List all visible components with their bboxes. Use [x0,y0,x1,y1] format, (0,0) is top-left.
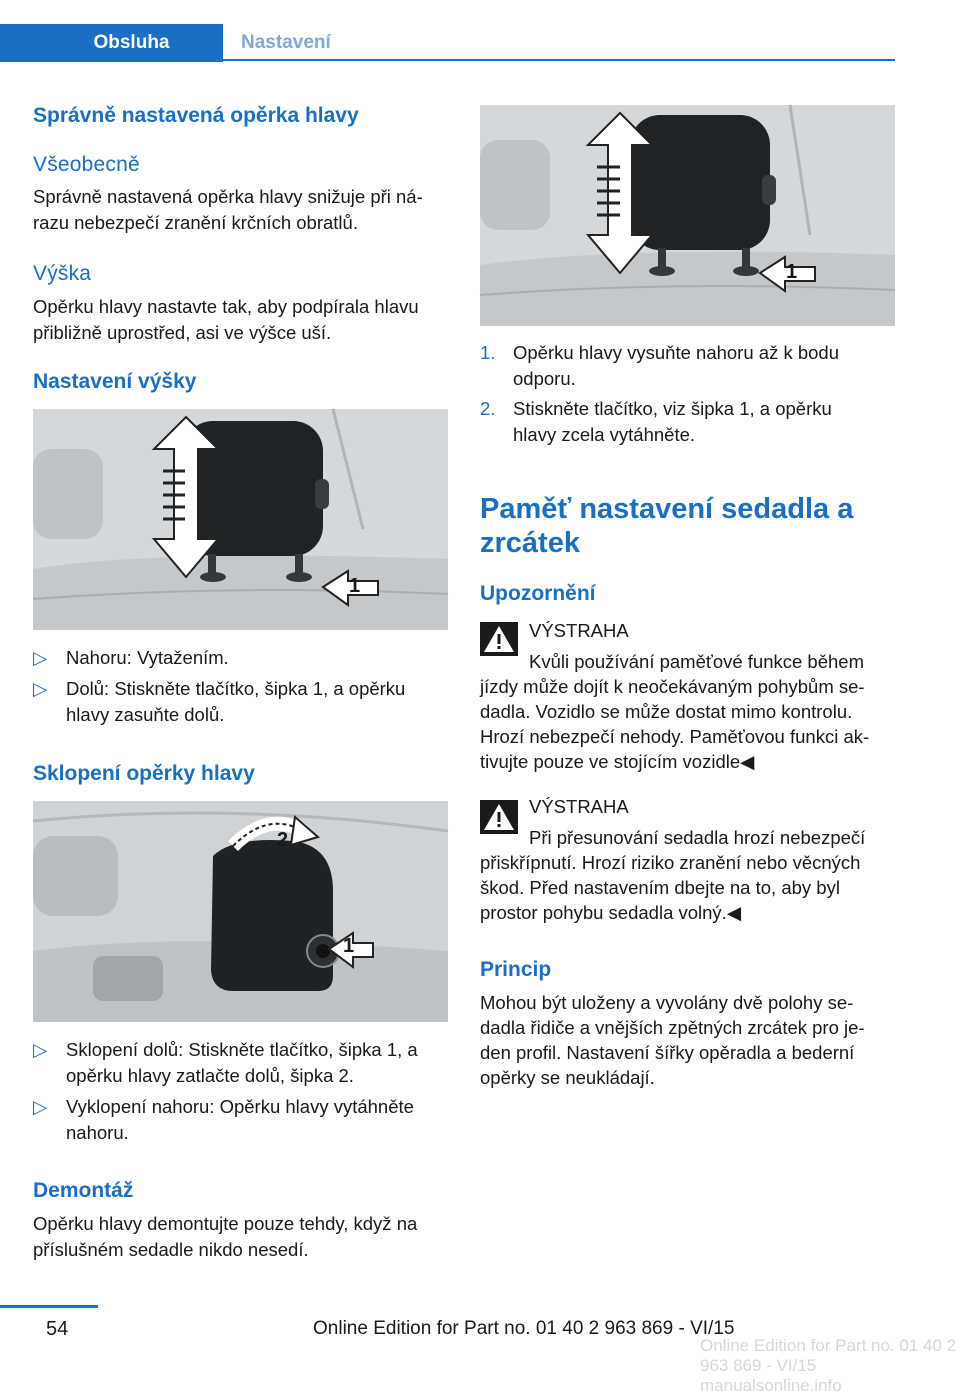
note-heading: Upozornění [480,582,596,605]
headrest-fold-illustration [33,801,448,1022]
memory-title-1: Paměť nastavení sedadla a [480,493,854,525]
warning-text-2: přiskřípnutí. Hrozí riziko zranění nebo věcných [480,852,861,873]
triangle-bullet-icon: ▷ [33,1096,48,1117]
list-item-text: Sklopení dolů: Stiskněte tlačítko, šipka 1, a [66,1039,418,1060]
height-heading: Výška [33,262,92,285]
principle-text-4: opěrky se neukládají. [480,1067,655,1088]
triangle-bullet-icon: ▷ [33,1039,48,1060]
warning-text-4: prostor pohybu sedadla volný.◀ [480,902,742,923]
headrest-remove-figure [480,105,895,326]
warning-text-2: jízdy může dojít k neočekávaným pohybům se‐ [480,676,865,697]
step-text: Stiskněte tlačítko, viz šipka 1, a opěrku [513,398,832,419]
principle-text-1: Mohou být uloženy a vyvolány dvě polohy se‐ [480,992,854,1013]
remove-heading: Demontáž [33,1179,134,1202]
list-item-text: Dolů: Stiskněte tlačítko, šipka 1, a opěrku [66,678,406,699]
remove-text-1: Opěrku hlavy demontujte pouze tehdy, když na [33,1213,418,1234]
triangle-bullet-icon: ▷ [33,678,48,699]
warning-text-5: tivujte pouze ve stojícím vozidle◀ [480,751,755,772]
warning-text-3: dadla. Vozidlo se může dostat mimo kontrolu. [480,701,853,722]
principle-heading: Princip [480,958,552,981]
callout-1: 1 [343,935,355,957]
callout-1: 1 [349,575,361,597]
headrest-fold-figure [33,801,448,1022]
page-number: 54 [46,1318,69,1340]
list-item-text: hlavy zasuňte dolů. [66,703,225,725]
principle-text-2: dadla řidiče a vnějších zpětných zrcátek pro je‐ [480,1017,865,1038]
headrest-height-illustration [33,409,448,630]
headrest-height-figure [33,409,448,630]
tab-obsluha[interactable] [0,24,223,62]
general-text-2: razu nebezpečí zranění krčních obratlů. [33,212,358,233]
list-item-text: Vyklopení nahoru: Opěrku hlavy vytáhněte [66,1096,414,1117]
callout-1: 1 [786,261,798,283]
tab-nastaveni[interactable] [241,24,331,62]
list-item [33,1094,448,1145]
warning-text-3: škod. Před nastavením dbejte na to, aby byl [480,877,840,898]
tab-nastaveni-label: Nastavení [241,32,331,53]
list-item-text: Nahoru: Vytažením. [66,647,229,668]
triangle-bullet-icon: ▷ [33,647,48,668]
height-text-2: přibližně uprostřed, asi ve výšce uší. [33,322,332,343]
warning-icon [480,622,518,656]
warning-label: VÝSTRAHA [529,620,629,641]
footer-rule [0,1305,98,1308]
list-item [33,1037,448,1088]
tab-obsluha-label: Obsluha [93,32,170,53]
step-number: 1. [480,342,496,363]
general-heading: Všeobecně [33,153,140,176]
footer-edition: Online Edition for Part no. 01 40 2 963 869 - VI/15 [313,1318,735,1339]
fold-heading: Sklopení opěrky hlavy [33,762,255,785]
warning-text-4: Hrozí nebezpečí nehody. Paměťovou funkci ak‐ [480,726,870,747]
step-text: odporu. [513,367,576,389]
principle-text-3: den profil. Nastavení šířky opěradla a bederní [480,1042,855,1063]
watermark: Online Edition for Part no. 01 40 2 963 869 - VI/15 manualsonline.info [700,1336,957,1395]
warning-text-1: Kvůli používání paměťové funkce během [529,651,864,672]
section-title: Správně nastavená opěrka hlavy [33,104,359,127]
memory-title-2: zrcátek [480,527,580,559]
height-text-1: Opěrku hlavy nastavte tak, aby podpírala hlavu [33,296,419,317]
list-item [33,645,448,671]
step-text: Opěrku hlavy vysuňte nahoru až k bodu [513,342,839,363]
list-item [33,676,448,727]
header-rule [223,59,895,61]
warning-label: VÝSTRAHA [529,796,629,817]
list-item-text: opěrku hlavy zatlačte dolů, šipka 2. [66,1064,354,1086]
step-number: 2. [480,398,496,419]
callout-2: 2 [277,829,289,851]
headrest-remove-illustration [480,105,895,326]
list-item-text: nahoru. [66,1121,129,1143]
warning-icon [480,800,518,834]
step-text: hlavy zcela vytáhněte. [513,423,696,445]
step-item [480,340,895,391]
general-text-1: Správně nastavená opěrka hlavy snižuje při ná‐ [33,186,423,207]
header-tabs [0,24,895,62]
warning-text-1: Při přesunování sedadla hrozí nebezpečí [529,827,866,848]
adjust-height-heading: Nastavení výšky [33,370,197,393]
remove-text-2: příslušném sedadle nikdo nesedí. [33,1239,309,1260]
step-item [480,396,895,447]
